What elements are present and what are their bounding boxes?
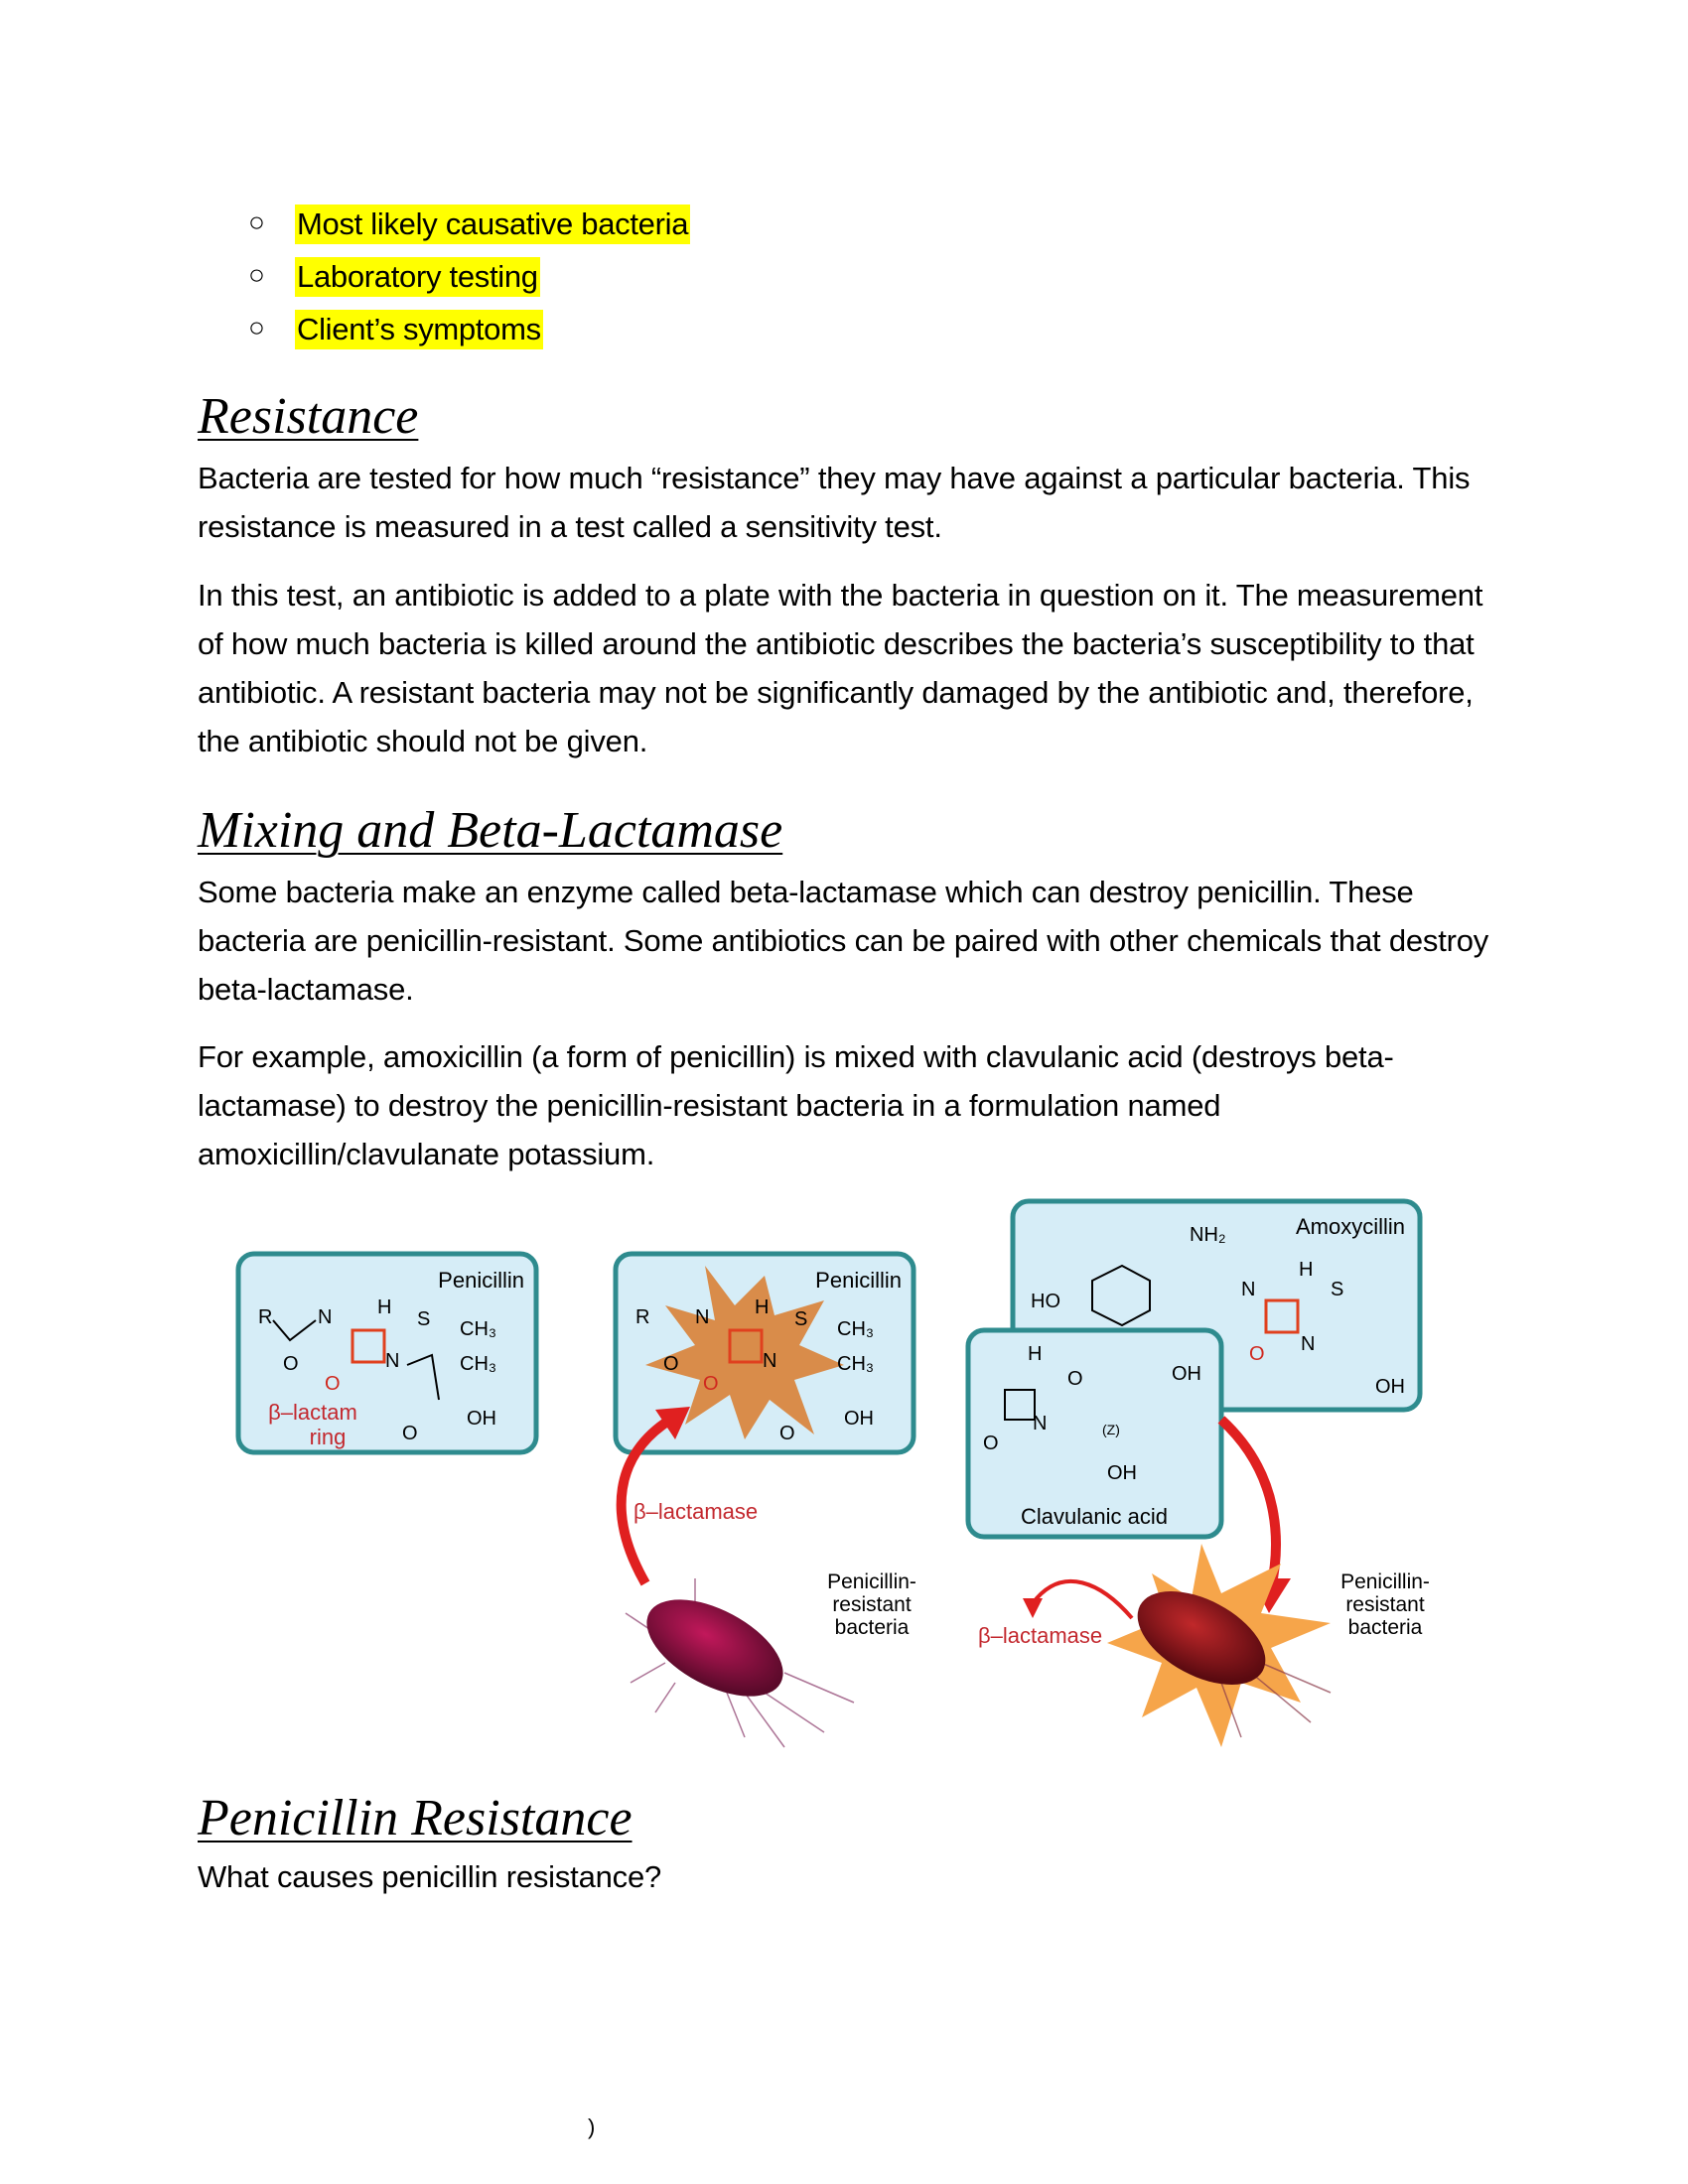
svg-text:Penicillin-: Penicillin- bbox=[827, 1570, 916, 1593]
heading-resistance: Resistance bbox=[198, 388, 419, 445]
paragraph: For example, amoxicillin (a form of penicillin) is mixed with clavulanic acid (destroys beta-lactamase) to destroy the penicillin-resistant bacteria in a formulation named amoxicillin/clavulanate potassium. bbox=[198, 1039, 1394, 1171]
svg-text:O: O bbox=[402, 1423, 418, 1444]
svg-text:O: O bbox=[779, 1423, 795, 1444]
svg-text:O: O bbox=[283, 1353, 299, 1375]
svg-text:R: R bbox=[635, 1306, 650, 1328]
heading-mixing-beta-lactamase: Mixing and Beta-Lactamase bbox=[198, 802, 783, 859]
svg-text:OH: OH bbox=[1107, 1462, 1137, 1484]
svg-text:CH₃: CH₃ bbox=[837, 1318, 875, 1340]
penicillin-structure-box bbox=[238, 1254, 536, 1452]
svg-text:bacteria: bacteria bbox=[1347, 1616, 1423, 1639]
bacteria-icon bbox=[626, 1578, 854, 1747]
svg-text:H: H bbox=[377, 1297, 392, 1318]
bullet-icon: ○ bbox=[248, 259, 265, 290]
svg-text:Amoxycillin: Amoxycillin bbox=[1295, 1214, 1405, 1239]
svg-text:O: O bbox=[325, 1373, 341, 1395]
svg-text:NH₂: NH₂ bbox=[1190, 1224, 1226, 1246]
svg-text:H: H bbox=[755, 1297, 770, 1318]
svg-text:H: H bbox=[1299, 1259, 1314, 1281]
svg-text:Clavulanic acid: Clavulanic acid bbox=[1021, 1504, 1168, 1529]
svg-text:N: N bbox=[1033, 1413, 1048, 1434]
bullet-item: Laboratory testing bbox=[295, 257, 540, 297]
footer-mark: ) bbox=[588, 2115, 596, 2139]
svg-text:OH: OH bbox=[1375, 1376, 1405, 1398]
label: Penicillin bbox=[438, 1268, 524, 1293]
svg-text:OH: OH bbox=[844, 1408, 874, 1430]
svg-text:O: O bbox=[1249, 1343, 1265, 1365]
svg-text:β–lactam: β–lactam bbox=[268, 1400, 357, 1425]
arrow-icon bbox=[1221, 1420, 1276, 1588]
beta-lactamase-label: β–lactamase bbox=[633, 1499, 759, 1524]
svg-text:HO: HO bbox=[1031, 1291, 1060, 1312]
svg-text:O: O bbox=[703, 1373, 719, 1395]
svg-text:(Z): (Z) bbox=[1102, 1422, 1120, 1437]
paragraph: In this test, an antibiotic is added to a plate with the bacteria in question on it. The measurement of how much bacteria is killed around the antibiotic describes the bacteria’s susceptibility to that antibiotic. A resistant bacteria may not be significantly damaged by the antibiotic and, therefore, the antibiotic should not be given. bbox=[198, 578, 1483, 758]
svg-text:ring: ring bbox=[309, 1425, 347, 1449]
beta-lactamase-label: β–lactamase bbox=[978, 1623, 1103, 1648]
svg-text:N: N bbox=[318, 1306, 333, 1328]
svg-text:O: O bbox=[1067, 1368, 1083, 1390]
svg-text:N: N bbox=[1241, 1279, 1256, 1300]
svg-text:resistant: resistant bbox=[1345, 1593, 1425, 1616]
svg-text:Penicillin: Penicillin bbox=[815, 1268, 902, 1293]
svg-text:CH₃: CH₃ bbox=[460, 1353, 497, 1375]
svg-text:Penicillin-: Penicillin- bbox=[1340, 1570, 1430, 1593]
beta-lactamase-figure bbox=[228, 1196, 1440, 1767]
svg-text:S: S bbox=[794, 1308, 808, 1330]
svg-text:CH₃: CH₃ bbox=[837, 1353, 875, 1375]
svg-text:S: S bbox=[417, 1308, 431, 1330]
svg-text:R: R bbox=[258, 1306, 273, 1328]
clavulanic-acid-box bbox=[968, 1330, 1221, 1537]
svg-text:OH: OH bbox=[1172, 1363, 1201, 1385]
svg-text:resistant: resistant bbox=[832, 1593, 912, 1616]
paragraph: What causes penicillin resistance? bbox=[198, 1859, 662, 1894]
bacteria-icon bbox=[1107, 1544, 1331, 1747]
arrow-icon bbox=[1033, 1581, 1132, 1618]
svg-text:N: N bbox=[385, 1350, 400, 1372]
svg-text:N: N bbox=[1301, 1333, 1316, 1355]
svg-text:O: O bbox=[983, 1433, 999, 1454]
heading-penicillin-resistance: Penicillin Resistance bbox=[198, 1790, 633, 1846]
svg-text:H: H bbox=[1028, 1343, 1043, 1365]
svg-text:O: O bbox=[663, 1353, 679, 1375]
bullet-icon: ○ bbox=[248, 312, 265, 342]
bullet-icon: ○ bbox=[248, 206, 265, 237]
paragraph: Some bacteria make an enzyme called beta-lactamase which can destroy penicillin. These bacteria are penicillin-resistant. Some antibiotics can be paired with other chemicals that destroy beta-lactamase. bbox=[198, 875, 1489, 1007]
svg-text:CH₃: CH₃ bbox=[460, 1318, 497, 1340]
svg-text:N: N bbox=[763, 1350, 777, 1372]
bullet-item: Client’s symptoms bbox=[295, 310, 543, 349]
svg-text:S: S bbox=[1331, 1279, 1344, 1300]
svg-text:OH: OH bbox=[467, 1408, 496, 1430]
svg-text:bacteria: bacteria bbox=[834, 1616, 910, 1639]
svg-text:N: N bbox=[695, 1306, 710, 1328]
paragraph: Bacteria are tested for how much “resistance” they may have against a particular bacteria. This resistance is measured in a test called a sensitivity test. bbox=[198, 461, 1471, 544]
bullet-item: Most likely causative bacteria bbox=[295, 205, 690, 244]
